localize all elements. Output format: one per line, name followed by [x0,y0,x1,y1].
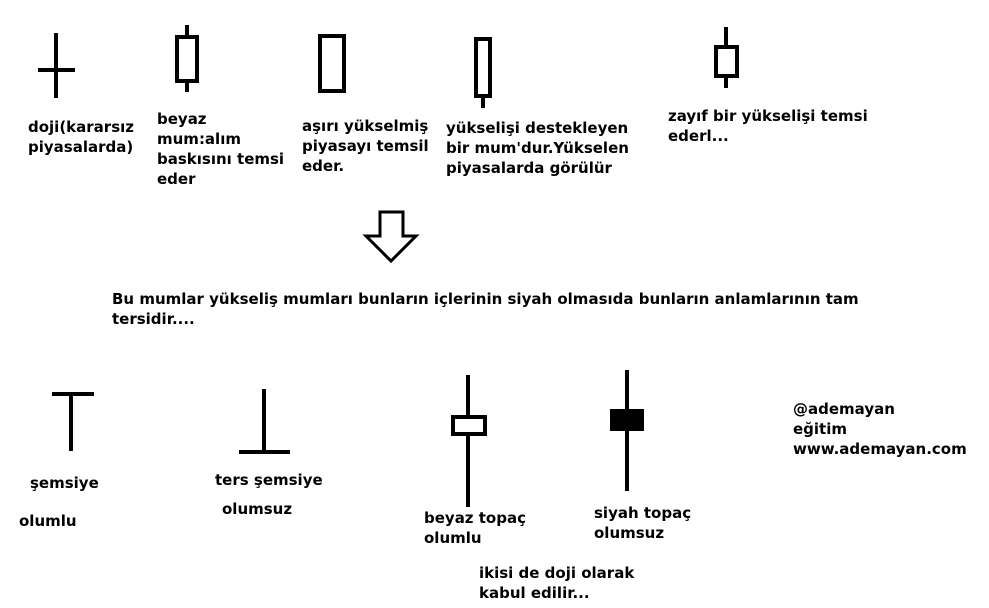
weak-rise-label: zayıf bir yükselişi temsi ederl... [668,107,868,145]
umbrella-name: şemsiye [30,474,99,492]
inverse-meaning-note: Bu mumlar yükseliş mumları bunların içlerinin siyah olmasıda bunların anlamlarının tam tersidir.... [112,290,859,328]
doji-note: ikisi de doji olarak kabul edilir... [479,564,635,602]
inverted-umbrella-name: ters şemsiye [215,471,323,489]
inverted-umbrella-meaning: olumsuz [222,500,293,518]
supporting-candle-label: yükselişi destekleyen bir mum'dur.Yükselen piyasalarda görülür [446,119,629,177]
umbrella-meaning: olumlu [19,512,77,530]
credit-text: @ademayan eğitim www.ademayan.com [793,400,967,458]
white-spinning-top-label: beyaz topaç olumlu [424,509,526,547]
white-candle-lower-wick-icon [476,38,490,108]
white-candle-icon [177,25,197,92]
tall-white-candle-label: aşırı yükselmiş piyasayı temsil eder. [302,117,429,175]
white-candle-label: beyaz mum:alım baskısını temsi eder [157,110,285,188]
tall-white-candle-icon [320,36,344,91]
doji-label: doji(kararsız piyasalarda) [28,118,134,156]
black-spinning-top-label: siyah topaç olumsuz [594,504,692,542]
